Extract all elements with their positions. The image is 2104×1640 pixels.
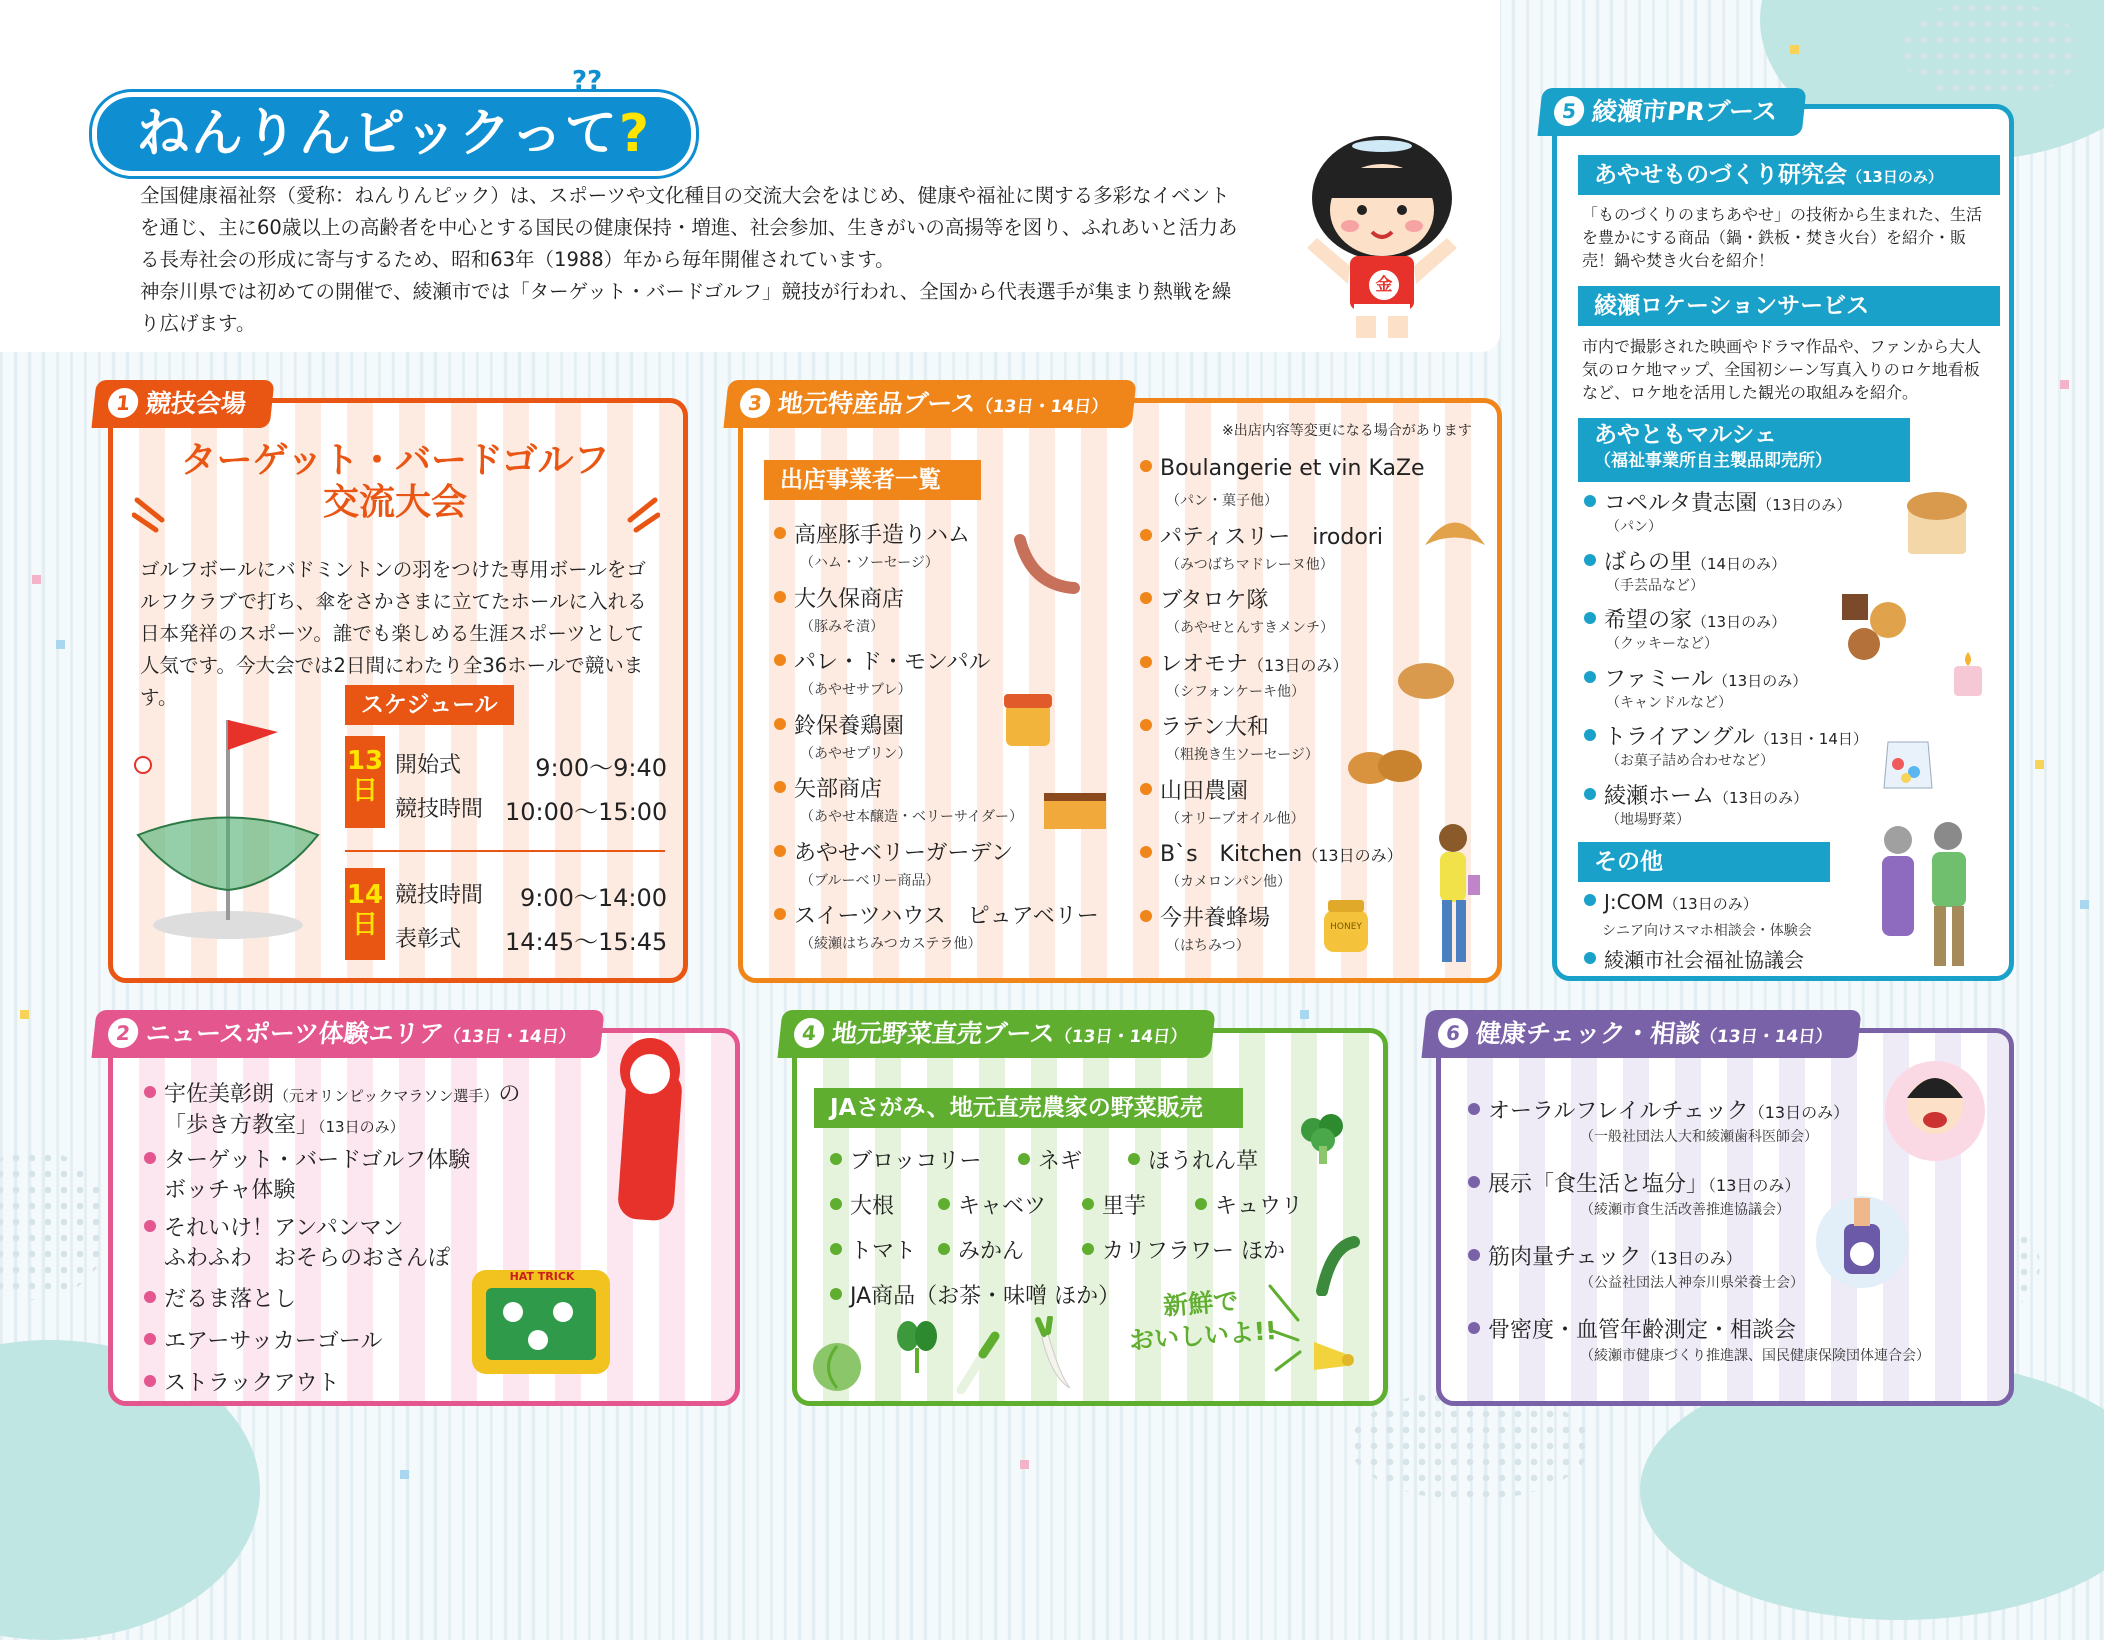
vegetable-name: キュウリ — [1215, 1194, 1304, 1219]
intro-title: ねんりんピックって? — [92, 92, 696, 176]
bullet-dot — [830, 1243, 842, 1255]
marche-item — [1584, 662, 1807, 693]
bullet-dot — [830, 1153, 842, 1165]
sport-item — [144, 1146, 470, 1206]
bg-dots-bottom-mid — [1350, 1390, 1590, 1500]
vegetable-item — [1195, 1189, 1303, 1220]
vendor-item — [1140, 647, 1348, 678]
marche-days: （13日のみ） — [1692, 613, 1787, 631]
bullet-dot — [1140, 846, 1152, 858]
bullet-dot — [1128, 1153, 1140, 1165]
marche-products: （お菓子詰め合わせなど） — [1606, 753, 1774, 769]
bullet-dot — [774, 591, 786, 603]
confetti — [1300, 1010, 1309, 1019]
health-days: （13日のみ） — [1641, 1249, 1742, 1268]
bullet-dot — [1468, 1176, 1480, 1188]
bullet-dot — [1140, 529, 1152, 541]
daruma-otoshi-illustration — [612, 1030, 688, 1226]
vendor-name: あやせベリーガーデン — [794, 840, 1014, 866]
vegetable-name: 里芋 — [1102, 1194, 1147, 1219]
vendor-name: パレ・ド・モンパル — [794, 650, 991, 675]
schedule-event-time: 9:00〜14:00 — [519, 884, 667, 912]
health-tab: 6 健康チェック・相談（13日・14日） — [1421, 1010, 1861, 1058]
vendor-days: （13日のみ） — [1248, 655, 1349, 675]
pr-section2-body: 市内で撮影された映画やドラマ作品や、ファンから大人気のロケ地マップ、全国初シーン写真入りのロケ地看板など、ロケ地を活用した観光の取組みを紹介。 — [1582, 337, 1982, 402]
marche-item — [1584, 603, 1786, 634]
sport-item — [144, 1285, 296, 1315]
vendor-name: 山田農園 — [1160, 778, 1249, 804]
spinach-icon — [892, 1318, 942, 1374]
bullet-dot — [1082, 1243, 1094, 1255]
vendor-name: Boulangerie et vin KaZe — [1160, 456, 1425, 481]
vendor-item — [1140, 520, 1383, 551]
cookies-icon — [1838, 590, 1910, 662]
day13-box: 13日 — [345, 736, 385, 828]
other-detail: シニア向けスマホ相談会・体験会 — [1602, 923, 1812, 939]
sport-item — [144, 1369, 340, 1399]
candle-icon — [1948, 648, 1988, 700]
sport-name-2: ボッチャ体験 — [164, 1178, 296, 1203]
marche-item — [1584, 779, 1808, 810]
vendor-products: （カメロンパン他） — [1166, 874, 1292, 890]
vendor-name: 今井養蜂場 — [1160, 905, 1271, 931]
sausage-icon — [1012, 530, 1082, 600]
confetti — [2060, 380, 2069, 389]
vendor-name: B`s Kitchen — [1160, 842, 1303, 867]
vendor-name: 鈴保養鶏園 — [794, 713, 905, 739]
vegetable-name: ネギ — [1038, 1149, 1083, 1174]
marche-days: （13日のみ） — [1714, 788, 1809, 807]
golf-flag-net-illustration — [128, 700, 328, 940]
vegetable-item — [938, 1234, 1024, 1265]
vegetable-name: ほうれん草 — [1148, 1149, 1259, 1174]
venue-tab: 1 競技会場 — [91, 380, 274, 428]
health-name: 展示「食生活と塩分」 — [1488, 1172, 1709, 1197]
bullet-dot — [1584, 671, 1596, 683]
bullet-dot — [830, 1288, 842, 1300]
marche-name: トライアングル — [1604, 725, 1755, 750]
confetti — [1790, 45, 1799, 54]
vegetable-name: JA商品（お茶・味噌 ほか） — [850, 1284, 1121, 1309]
vendor-products: （シフォンケーキ他） — [1166, 683, 1306, 700]
croissant-icon — [1420, 505, 1490, 560]
dental-check-illustration — [1882, 1058, 1988, 1164]
vendor-products: （ハム・ソーセージ） — [800, 555, 939, 571]
green-onion-icon — [955, 1328, 1001, 1394]
bullet-dot — [144, 1375, 156, 1387]
pr-section4-title: その他 — [1578, 842, 1830, 882]
bullet-dot — [1082, 1198, 1094, 1210]
marche-products: （パン） — [1606, 519, 1662, 535]
pr-booth-tab: 5 綾瀬市PRブース — [1537, 88, 1806, 136]
intro-body — [140, 180, 1240, 340]
other-name: 綾瀬市社会福祉協議会 — [1604, 948, 1804, 972]
day14-box: 14日 — [345, 868, 385, 960]
health-organizer: （一般社団法人大和綾瀬歯科医師会） — [1580, 1129, 1818, 1145]
vendor-list-title: 出店事業者一覧 — [764, 460, 981, 500]
other-item — [1584, 944, 1804, 973]
schedule-event-name: 競技時間 — [395, 883, 484, 908]
vendor-item — [1140, 710, 1269, 741]
confetti — [20, 1010, 29, 1019]
venue-description: ゴルフボールにバドミントンの羽をつけた専用ボールをゴルフクラブで打ち、傘をさかさまに立てたホールに入れる日本発祥のスポーツ。誰でも楽しめる生涯スポーツとして人気です。今大会では2日間にわたり全36ホールで競います。 — [140, 558, 647, 709]
sport-item — [144, 1214, 450, 1274]
vegetable-name: 大根 — [850, 1194, 895, 1219]
sport-line2 — [144, 1111, 520, 1142]
bullet-dot — [938, 1243, 950, 1255]
vendor-item — [1140, 837, 1403, 868]
marche-name: ファミール — [1604, 666, 1714, 692]
sport-name: それいけ！アンパンマン — [164, 1216, 404, 1241]
sport-note: （13日のみ） — [318, 1118, 405, 1136]
vendor-name: ラテン大和 — [1160, 715, 1269, 740]
sport-line2 — [144, 1176, 470, 1206]
new-sports-tab: 2 ニュースポーツ体験エリア（13日・14日） — [91, 1010, 604, 1058]
local-products-tab: 3 地元特産品ブース（13日・14日） — [723, 380, 1136, 428]
bg-dots-top-right — [1900, 0, 2080, 100]
vegetable-name: カリフラワー ほか — [1102, 1239, 1285, 1264]
intro-paragraph-1: 全国健康福祉祭（愛称：ねんりんピック）は、スポーツや文化種目の交流大会をはじめ、健康や福祉に関する多彩なイベントを通じ、主に60歳以上の高齢者を中心とする国民の健康保持・増進、社会参加、生きがいの高揚等を図り、ふれあいと活力ある長寿社会の形成に寄与するため、昭和63年（1988）年から毎年開催されています。 — [140, 184, 1238, 271]
health-organizer: （綾瀬市食生活改善推進協議会） — [1580, 1202, 1790, 1218]
bullet-dot — [1140, 656, 1152, 668]
bullet-dot — [144, 1291, 156, 1303]
marche-days: （14日のみ） — [1692, 554, 1787, 573]
marche-days: （13日・14日） — [1754, 730, 1868, 748]
other-item — [1584, 890, 1758, 914]
mascot-badge: 金 — [1367, 268, 1401, 302]
vendor-item — [1140, 456, 1425, 481]
vendor-item — [774, 645, 990, 676]
castella-icon — [1040, 785, 1110, 835]
vendor-products: （綾瀬はちみつカステラ他） — [800, 936, 982, 952]
sport-name: 宇佐美彰朗 — [164, 1082, 275, 1107]
elderly-couple-illustration — [1870, 820, 1980, 970]
vendor-name: 高座豚手造りハム — [794, 523, 971, 548]
mascot-illustration — [1262, 128, 1502, 348]
cucumber-icon — [1312, 1236, 1362, 1296]
vendor-item — [1140, 901, 1270, 932]
schedule-divider — [345, 850, 665, 852]
marche-name: コペルタ貴志園 — [1604, 491, 1758, 516]
vegetable-item — [1082, 1189, 1146, 1220]
vegetable-tab: 4 地元野菜直売ブース（13日・14日） — [777, 1010, 1215, 1058]
schedule-event-time: 14:45〜15:45 — [505, 928, 668, 956]
confetti — [400, 1470, 409, 1479]
pr-section1-body: 「ものづくりのまちあやせ」の技術から生まれた、生活を豊かにする商品（鍋・鉄板・焚き火台）を紹介・販売！鍋や焚き火台を紹介！ — [1582, 205, 1983, 270]
marche-item — [1584, 720, 1868, 751]
bullet-dot — [774, 654, 786, 666]
bullet-dot — [1584, 554, 1596, 566]
vendor-products: （オリーブオイル他） — [1166, 810, 1305, 827]
vendor-item — [774, 899, 1099, 930]
vendor-name: レオモナ — [1160, 651, 1249, 677]
bullet-dot — [938, 1198, 950, 1210]
vegetable-item — [1018, 1144, 1082, 1175]
marche-days: （13日のみ） — [1713, 671, 1808, 690]
vegetable-name: キャベツ — [958, 1194, 1047, 1219]
confetti — [2035, 760, 2044, 769]
marche-item — [1584, 545, 1786, 576]
bullet-dot — [774, 527, 786, 539]
vendor-name: パティスリー irodori — [1160, 524, 1383, 550]
schedule-event-name: 表彰式 — [395, 927, 462, 952]
shout-lines-icon — [1268, 1280, 1314, 1376]
vegetable-name: トマト — [850, 1239, 917, 1264]
vendor-products: （豚みそ漬） — [800, 618, 884, 635]
bullet-dot — [1468, 1103, 1480, 1115]
health-days: （13日のみ） — [1708, 1176, 1801, 1195]
vegetable-item — [1082, 1234, 1285, 1265]
venue-event-line2: 交流大会 — [322, 482, 467, 523]
schedule-event-name: 開始式 — [395, 753, 462, 778]
schedule-event-name: 競技時間 — [395, 797, 484, 822]
vendor-products: （あやせとんすきメンチ） — [1166, 620, 1334, 636]
vendor-name: ブタロケ隊 — [1160, 588, 1269, 613]
vendor-name: スイーツハウス ピュアベリー — [794, 904, 1099, 929]
pr-section1-title: あやせものづくり研究会（13日のみ） — [1578, 155, 2000, 195]
schedule-title: スケジュール — [345, 685, 514, 725]
schedule-event-time: 10:00〜15:00 — [505, 798, 668, 826]
vegetable-item — [938, 1189, 1046, 1220]
vendor-item — [1140, 774, 1248, 805]
venue-event-line1: ターゲット・バードゴルフ — [180, 440, 610, 481]
sport-item — [144, 1080, 520, 1142]
vegetable-item — [830, 1279, 1120, 1310]
vendor-products: （みつばちマドレーヌ他） — [1166, 556, 1334, 573]
health-item — [1468, 1240, 1742, 1271]
sport-name: ストラックアウト — [164, 1371, 340, 1396]
bullet-dot — [774, 781, 786, 793]
bullet-dot — [774, 908, 786, 920]
shopper-woman-illustration — [1418, 820, 1488, 970]
bullet-dot — [1584, 788, 1596, 800]
grip-strength-meter-illustration — [1814, 1184, 1910, 1290]
vendor-item — [774, 709, 904, 740]
bullet-dot — [1584, 894, 1596, 906]
megaphone-icon — [1308, 1332, 1356, 1378]
bread-loaf-icon — [1902, 486, 1972, 558]
pr-section2-title: 綾瀬ロケーションサービス — [1578, 286, 2000, 326]
other-name: J:COM — [1604, 890, 1664, 914]
bullet-dot — [774, 718, 786, 730]
bullet-dot — [1140, 460, 1152, 472]
honey-jar-label: HONEY — [1330, 922, 1362, 932]
health-days: （13日のみ） — [1748, 1103, 1850, 1122]
health-name: 骨密度・血管年齢測定・相談会 — [1488, 1318, 1797, 1343]
marche-name: 綾瀬ホーム — [1604, 783, 1715, 809]
vegetable-item — [1128, 1144, 1258, 1175]
vegetable-name: みかん — [958, 1239, 1025, 1264]
bread-roll-icon — [1395, 655, 1457, 703]
vendor-name: 大久保商店 — [794, 586, 905, 612]
bullet-dot — [144, 1086, 156, 1098]
health-item — [1468, 1167, 1800, 1198]
sport-name-2: 「歩き方教室」 — [164, 1113, 319, 1138]
bullet-dot — [1140, 783, 1152, 795]
vendor-item — [1140, 583, 1268, 614]
marche-products: （手芸品など） — [1606, 577, 1704, 594]
bullet-dot — [144, 1220, 156, 1232]
vegetable-name: ブロッコリー — [850, 1149, 982, 1174]
marche-item — [1584, 486, 1851, 517]
sport-name-end: の — [498, 1082, 521, 1107]
vegetable-slogan: 新鮮で おいしいよ!! — [1128, 1286, 1278, 1356]
confetti — [32, 575, 41, 584]
bg-dots-left — [0, 1150, 110, 1300]
vendor-products: （パン・菓子他） — [1166, 493, 1278, 509]
sport-name: ターゲット・バードゴルフ体験 — [164, 1148, 471, 1173]
marche-name: 希望の家 — [1604, 608, 1693, 633]
sport-name: エアーサッカーゴール — [164, 1329, 383, 1354]
health-organizer: （公益社団法人神奈川県栄養士会） — [1580, 1275, 1804, 1291]
bullet-dot — [144, 1333, 156, 1345]
bullet-dot — [1195, 1198, 1207, 1210]
sport-line2 — [144, 1244, 450, 1274]
confetti — [2080, 900, 2089, 909]
bullet-dot — [1140, 719, 1152, 731]
vendor-name: 矢部商店 — [794, 777, 883, 802]
bullet-dot — [1468, 1322, 1480, 1334]
bullet-dot — [1584, 612, 1596, 624]
vegetable-ribbon: JAさがみ、地元直売農家の野菜販売 — [814, 1088, 1243, 1128]
confetti — [1020, 1460, 1029, 1469]
marche-products: （地場野菜） — [1606, 811, 1690, 828]
bullet-dot — [1140, 910, 1152, 922]
bullet-dot — [1140, 592, 1152, 604]
vendor-item — [774, 518, 970, 549]
vegetable-item — [830, 1189, 894, 1220]
health-name: 筋肉量チェック — [1488, 1245, 1642, 1270]
venue-number: 1 — [107, 388, 140, 418]
marche-name: ばらの里 — [1604, 549, 1693, 575]
sport-name-2: ふわふわ おそらのおさんぽ — [164, 1246, 451, 1271]
vendor-products: （はちみつ） — [1166, 937, 1250, 954]
health-organizer: （綾瀬市健康づくり推進課、国民健康保険団体連合会） — [1580, 1348, 1930, 1364]
venue-event-title — [150, 440, 640, 524]
vendor-item — [774, 772, 882, 803]
sausage-rolls-icon — [1345, 738, 1425, 793]
bullet-dot — [1584, 952, 1596, 964]
confetti — [56, 640, 65, 649]
vendor-products: （あやせ本醸造・ベリーサイダー） — [800, 809, 1024, 825]
daikon-icon — [1030, 1316, 1076, 1392]
other-days: （13日のみ） — [1663, 895, 1758, 913]
broccoli-icon — [1295, 1110, 1351, 1166]
pr-section3-title: あやともマルシェ （福祉事業所自主製品即売所） — [1578, 418, 1910, 482]
vendor-item — [774, 582, 904, 613]
bullet-dot — [774, 845, 786, 857]
vendor-days: （13日のみ） — [1302, 846, 1403, 865]
bullet-dot — [1018, 1153, 1030, 1165]
schedule-event-time: 9:00〜9:40 — [535, 754, 667, 782]
bullet-dot — [144, 1152, 156, 1164]
vendor-item — [774, 836, 1013, 867]
vegetable-item — [830, 1144, 982, 1175]
local-note: ※出店内容等変更になる場合があります — [1222, 423, 1472, 439]
sparkle-lines-icon — [620, 495, 660, 535]
sweets-bag-icon — [1882, 728, 1934, 792]
vendor-products: （あやせサブレ） — [800, 682, 912, 698]
marche-products: （クッキーなど） — [1606, 636, 1718, 652]
marche-days: （13日のみ） — [1757, 496, 1852, 514]
sport-note: （元オリンピックマラソン選手） — [274, 1087, 499, 1105]
jam-jar-icon — [1000, 690, 1056, 750]
intro-question-marks: ?? — [572, 66, 603, 96]
sport-name: だるま落とし — [164, 1287, 297, 1312]
health-item — [1468, 1094, 1849, 1125]
vendor-products: （あやせプリン） — [800, 745, 912, 762]
health-item — [1468, 1313, 1796, 1344]
health-name: オーラルフレイルチェック — [1488, 1099, 1749, 1124]
vendor-products: （ブルーベリー商品） — [800, 872, 940, 889]
vegetable-item — [830, 1234, 916, 1265]
bullet-dot — [830, 1198, 842, 1210]
air-soccer-goal-label: HAT TRICK — [509, 1270, 575, 1283]
marche-products: （キャンドルなど） — [1606, 694, 1732, 711]
sparkle-lines-icon — [132, 495, 172, 535]
bullet-dot — [1584, 495, 1596, 507]
vendor-products: （粗挽き生ソーセージ） — [1166, 747, 1319, 763]
sport-item — [144, 1327, 382, 1357]
bullet-dot — [1584, 729, 1596, 741]
cabbage-icon — [810, 1340, 864, 1392]
bullet-dot — [1468, 1249, 1480, 1261]
intro-paragraph-2: 神奈川県では初めての開催で、綾瀬市では「ターゲット・バードゴルフ」競技が行われ、全国から代表選手が集まり熱戦を繰り広げます。 — [140, 280, 1232, 335]
